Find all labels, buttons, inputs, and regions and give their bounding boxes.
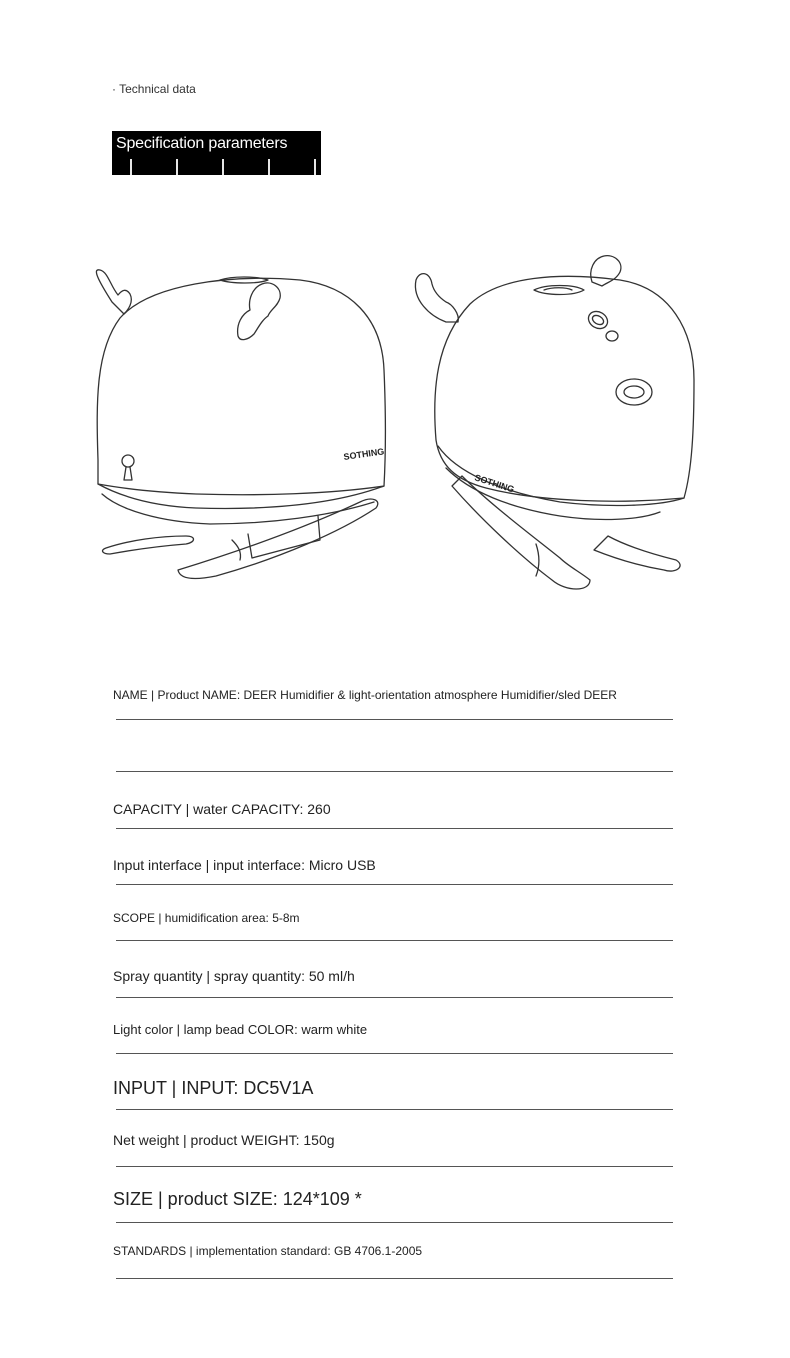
spec-row-scope: SCOPE | humidification area: 5-8m bbox=[113, 911, 300, 925]
spec-row-standards: STANDARDS | implementation standard: GB 4706.1-2005 bbox=[113, 1244, 423, 1258]
title-smudge bbox=[112, 159, 321, 175]
spec-divider bbox=[116, 1278, 673, 1279]
deer-back-view bbox=[415, 256, 694, 589]
spec-row-input: INPUT | INPUT: DC5V1A bbox=[113, 1078, 314, 1098]
spec-row-size: SIZE | product SIZE: 124*109 * bbox=[113, 1189, 362, 1209]
section-eyebrow: · Technical data bbox=[112, 82, 196, 96]
spec-divider bbox=[116, 828, 673, 829]
page-title: Specification parameters bbox=[116, 135, 288, 152]
spec-row-spray: Spray quantity | spray quantity: 50 ml/h bbox=[113, 968, 355, 984]
spec-divider bbox=[116, 997, 673, 998]
spec-divider bbox=[116, 1109, 673, 1110]
spec-row-name: NAME | Product NAME: DEER Humidifier & light-orientation atmosphere Humidifier/sled DEER bbox=[113, 688, 617, 702]
page-title-banner bbox=[112, 131, 321, 175]
product-illustration bbox=[0, 240, 790, 610]
svg-text:SOTHING: SOTHING bbox=[342, 446, 385, 462]
svg-text:SOTHING: SOTHING bbox=[473, 472, 516, 495]
spec-divider bbox=[116, 1053, 673, 1054]
spec-divider bbox=[116, 719, 673, 720]
spec-divider bbox=[116, 884, 673, 885]
spec-row-capacity: CAPACITY | water CAPACITY: 260 bbox=[113, 801, 331, 817]
spec-divider bbox=[116, 1222, 673, 1223]
spec-divider bbox=[116, 771, 673, 772]
spec-row-input-interface: Input interface | input interface: Micro USB bbox=[113, 857, 376, 873]
spec-row-weight: Net weight | product WEIGHT: 150g bbox=[113, 1132, 335, 1148]
deer-front-view bbox=[96, 270, 385, 579]
spec-row-light: Light color | lamp bead COLOR: warm white bbox=[113, 1022, 368, 1037]
spec-divider bbox=[116, 940, 673, 941]
spec-divider bbox=[116, 1166, 673, 1167]
